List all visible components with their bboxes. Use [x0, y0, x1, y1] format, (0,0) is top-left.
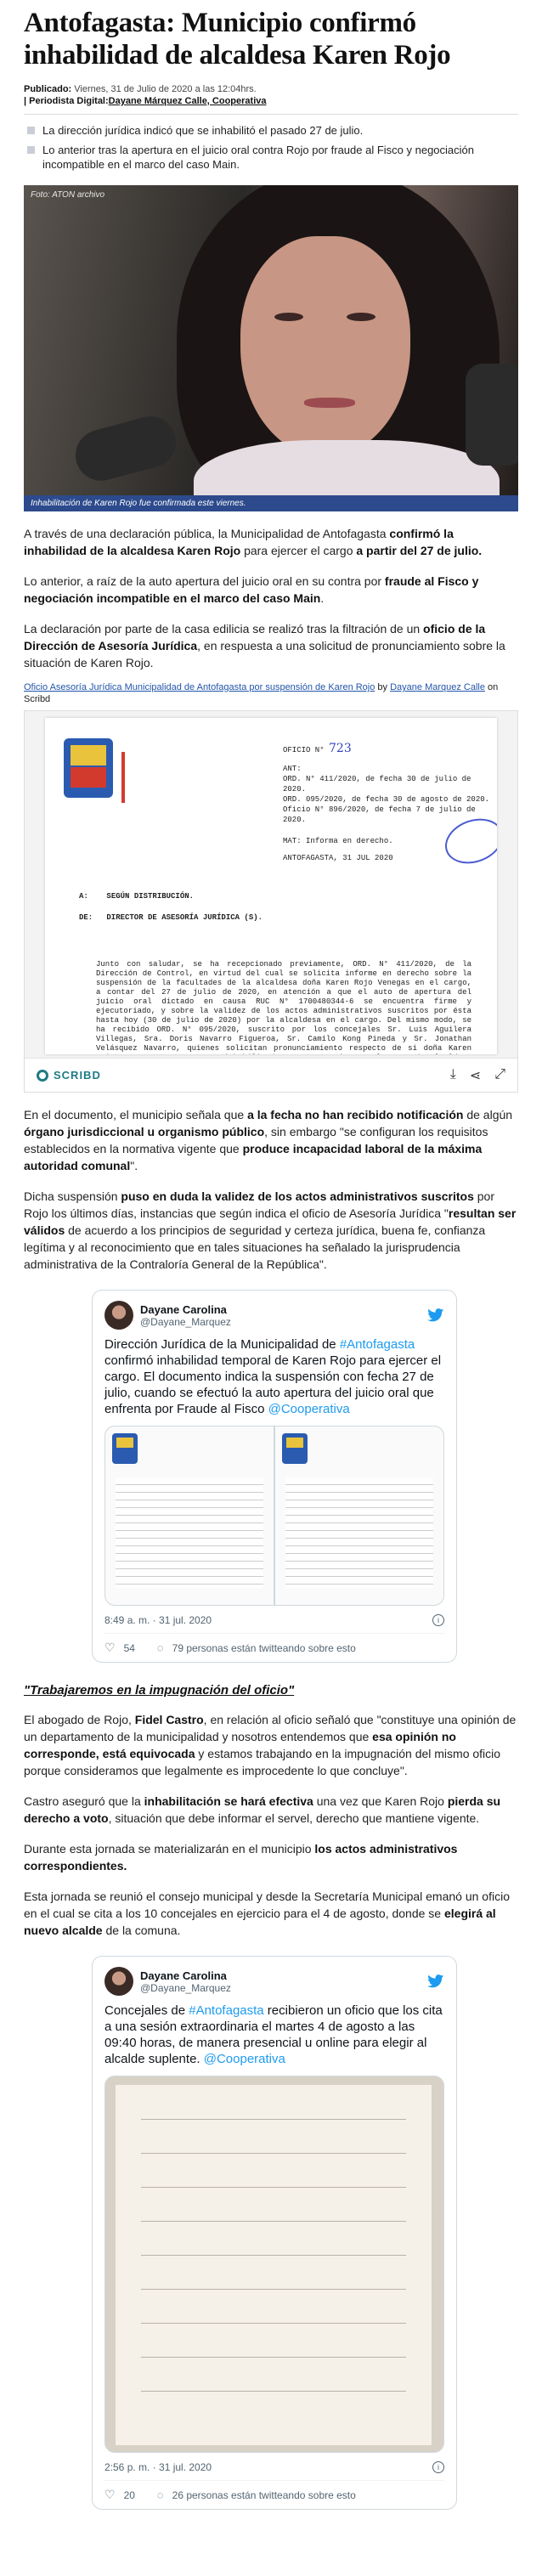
municipal-seal-icon	[64, 738, 113, 798]
author-link[interactable]: Dayane Márquez Calle, Cooperativa	[108, 96, 267, 106]
oficio-number: OFICIO N° 723	[283, 742, 352, 755]
bullet-square-icon	[27, 146, 35, 154]
section-subheading: "Trabajaremos en la impugnación del oficio"	[24, 1683, 295, 1698]
mention-link[interactable]: @Cooperativa	[268, 1402, 350, 1416]
mention-link[interactable]: @Cooperativa	[203, 2052, 285, 2066]
scribd-document-link[interactable]: Oficio Asesoría Jurídica Municipalidad de Antofagasta por suspensión de Karen Rojo	[24, 682, 375, 692]
ant-block: ANT: ORD. N° 411/2020, de fecha 30 de julio de 2020. ORD. 095/2020, de fecha 30 de agosto de 2020. Oficio N° 896/2020, de fecha 7 de julio de 2020.	[283, 765, 490, 824]
embedded-tweet[interactable]	[92, 1956, 457, 2510]
sender-line: DE: DIRECTOR DE ASESORÍA JURÍDICA (S).	[79, 913, 263, 922]
tweet-media[interactable]	[104, 1426, 444, 1606]
reply-bubble-icon[interactable]: ◌	[156, 1641, 164, 1654]
scribd-toolbar	[25, 1058, 517, 1092]
tweet-author-handle[interactable]: @Dayane_Marquez	[140, 1981, 231, 1994]
reply-bubble-icon[interactable]: ◌	[156, 2488, 164, 2501]
avatar[interactable]	[104, 1967, 133, 1996]
hashtag-link[interactable]: #Antofagasta	[339, 1337, 415, 1352]
info-icon[interactable]: i	[432, 1614, 444, 1626]
scribd-ring-icon	[37, 1070, 48, 1082]
tweet-timestamp[interactable]: 8:49 a. m. · 31 jul. 2020	[104, 1614, 212, 1626]
published-value: Viernes, 31 de Julio de 2020 a las 12:04hrs.	[74, 84, 257, 94]
paragraph: El abogado de Rojo, Fidel Castro, en relación al oficio señaló que "constituye una opinión de un departamento de la municipalidad y nosotros entendemos que esa opinión no corresponde, está equivocada y estamos trabajando en la impugnación del mismo oficio porque consideramos que legalmente es improcedente lo que concluye".	[24, 1713, 517, 1777]
tweet-author-name[interactable]: Dayane Carolina	[140, 1302, 227, 1316]
scribd-document-page	[45, 718, 497, 1054]
heart-icon[interactable]: ♡	[104, 2488, 116, 2501]
tweet-timestamp[interactable]: 2:56 p. m. · 31 jul. 2020	[104, 2461, 212, 2473]
like-count: 54	[123, 1641, 135, 1654]
document-photo	[116, 2085, 432, 2445]
talking-count[interactable]: 26 personas están twitteando sobre esto	[172, 2488, 356, 2501]
paragraph: La declaración por parte de la casa edilicia se realizó tras la filtración de un oficio de la Dirección de Asesoría Jurídica, en respuesta a una solicitud de pronunciamiento sobre la situación de Karen Rojo.	[24, 622, 505, 669]
heart-icon[interactable]: ♡	[104, 1641, 116, 1654]
tweet-author-handle[interactable]: @Dayane_Marquez	[140, 1315, 231, 1328]
hashtag-link[interactable]: #Antofagasta	[189, 2003, 264, 2018]
talking-count[interactable]: 79 personas están twitteando sobre esto	[172, 1641, 356, 1654]
tweet-text: Concejales de #Antofagasta recibieron un oficio que los cita a una sesión extraordinaria el martes 4 de agosto a las 09:40 horas, de manera presencial u online para elegir al alcalde suplente. @Cooperativa	[104, 2003, 443, 2066]
bullet-square-icon	[27, 127, 35, 134]
share-icon[interactable]: ⋖	[469, 1068, 482, 1083]
tweet-image[interactable]	[105, 1426, 274, 1605]
like-count: 20	[123, 2488, 135, 2501]
tweet-image[interactable]	[104, 2076, 444, 2453]
municipal-seal-icon	[282, 1433, 308, 1464]
scribd-caption: Oficio Asesoría Jurídica Municipalidad de Antofagasta por suspensión de Karen Rojo by Dayane Marquez Calle on Scribd	[24, 682, 499, 704]
summary-bullets	[24, 123, 518, 172]
info-icon[interactable]: i	[432, 2461, 444, 2473]
avatar[interactable]	[104, 1301, 133, 1330]
download-icon[interactable]: ⤓	[449, 1066, 456, 1082]
scribd-logo[interactable]: SCRIBD	[37, 1069, 101, 1082]
photo-credit: Foto: ATON archivo	[31, 190, 105, 200]
author-label: | Periodista Digital:	[24, 96, 109, 106]
scribd-author-link[interactable]: Dayane Marquez Calle	[390, 682, 485, 692]
paragraph: Esta jornada se reunió el consejo municipal y desde la Secretaría Municipal emanó un oficio en el cual se cita a los 10 concejales en ejercicio para el 4 de agosto, donde se elegirá al nuevo alcalde de la comuna.	[24, 1890, 510, 1937]
tweet-text: Dirección Jurídica de la Municipalidad de #Antofagasta confirmó inhabilidad temporal de Karen Rojo para ejercer el cargo. El documento indica la suspensión con fecha 27 de julio, cuando se efectuó la auto apertura del juicio oral que enfrenta por Fraude al Fisco @Cooperativa	[104, 1337, 442, 1416]
twitter-bird-icon[interactable]	[427, 1308, 444, 1322]
recipient-line: A: SEGÚN DISTRIBUCIÓN.	[79, 892, 195, 901]
hero-photo	[24, 185, 518, 511]
embedded-tweet[interactable]	[92, 1290, 457, 1663]
document-body: Junto con saludar, se ha recepcionado previamente, ORD. N° 411/2020, de la Dirección de Control, en virtud del cual se solicita informe en derecho sobre la suspensión de la facultades de la alcaldesa doña Karen Rojo Venegas en el cargo, a contar del 27 de julio de 2020, en atención a que el auto de apertura del juicio oral dictado en causa RUC N° 1700480344-6 se encuentra firme y ejecutoriado, y sobre la validez de los actos administrativos suscritos por ésta hasta hoy (30 de julio de 2020) por la alcaldesa en el cargo. Del mismo modo, se ha recibido ORD. N° 095/2020, suscrito por los concejales Sr. Luis Aguilera Villegas, Sra. Doris Navarro Figueroa, Sr. Camilo Kong Pineda y Sr. Jonathan Velásquez Navarro, quienes solicitan pronunciamiento respecto de si doña Karen	[96, 960, 471, 1053]
scribd-embed[interactable]	[24, 710, 518, 1093]
photo-caption: Inhabilitación de Karen Rojo fue confirmada este viernes.	[24, 495, 518, 511]
fullscreen-icon[interactable]: ⤢	[494, 1066, 505, 1082]
tweet-image[interactable]	[275, 1426, 443, 1605]
published-label: Publicado:	[24, 84, 72, 94]
municipal-seal-icon	[112, 1433, 138, 1464]
twitter-bird-icon[interactable]	[427, 1974, 444, 1988]
microphone-icon	[466, 364, 518, 466]
paragraph: Castro aseguró que la inhabilitación se hará efectiva una vez que Karen Rojo pierda su derecho a voto, situación que debe informar el servel, derecho que mantiene vigente.	[24, 1794, 501, 1825]
paragraph: Durante esta jornada se materializarán en el municipio los actos administrativos correspondientes.	[24, 1842, 458, 1873]
article-title: Antofagasta: Municipio confirmó inhabilidad de alcaldesa Karen Rojo	[24, 8, 451, 71]
summary-bullet: Lo anterior tras la apertura en el juicio oral contra Rojo por fraude al Fisco y negociación incompatible en el marco del caso Main.	[24, 143, 518, 172]
date-line: ANTOFAGASTA, 31 JUL 2020	[283, 854, 393, 862]
mat-line: MAT: Informa en derecho.	[283, 837, 393, 845]
article-meta	[24, 71, 518, 115]
paragraph: Lo anterior, a raíz de la auto apertura del juicio oral en su contra por fraude al Fisco y negociación incompatible en el marco del caso Main.	[24, 574, 479, 605]
paragraph: A través de una declaración pública, la Municipalidad de Antofagasta confirmó la inhabilidad de la alcaldesa Karen Rojo para ejercer el cargo a partir del 27 de julio.	[24, 527, 483, 557]
paragraph: En el documento, el municipio señala que a la fecha no han recibido notificación de algún órgano jurisdiccional u organismo público, sin embargo "se configuran los requisitos establecidos en la normativa vigente que produce incapacidad laboral de la máxima autoridad comunal".	[24, 1108, 513, 1172]
paragraph: Dicha suspensión puso en duda la validez de los actos administrativos suscritos por Rojo los últimos días, instancias que según indica el oficio de Asesoría Jurídica "resultan ser válidos de acuerdo a los principios de seguridad y certeza jurídica, buena fe, confianza legítima y al reconocimiento que en tales situaciones ha señalado la jurisprudencia administrativa de la Contraloría General de la República".	[24, 1189, 517, 1271]
tweet-author-name[interactable]: Dayane Carolina	[140, 1969, 227, 1982]
summary-bullet: La dirección jurídica indicó que se inhabilitó el pasado 27 de julio.	[24, 123, 518, 138]
